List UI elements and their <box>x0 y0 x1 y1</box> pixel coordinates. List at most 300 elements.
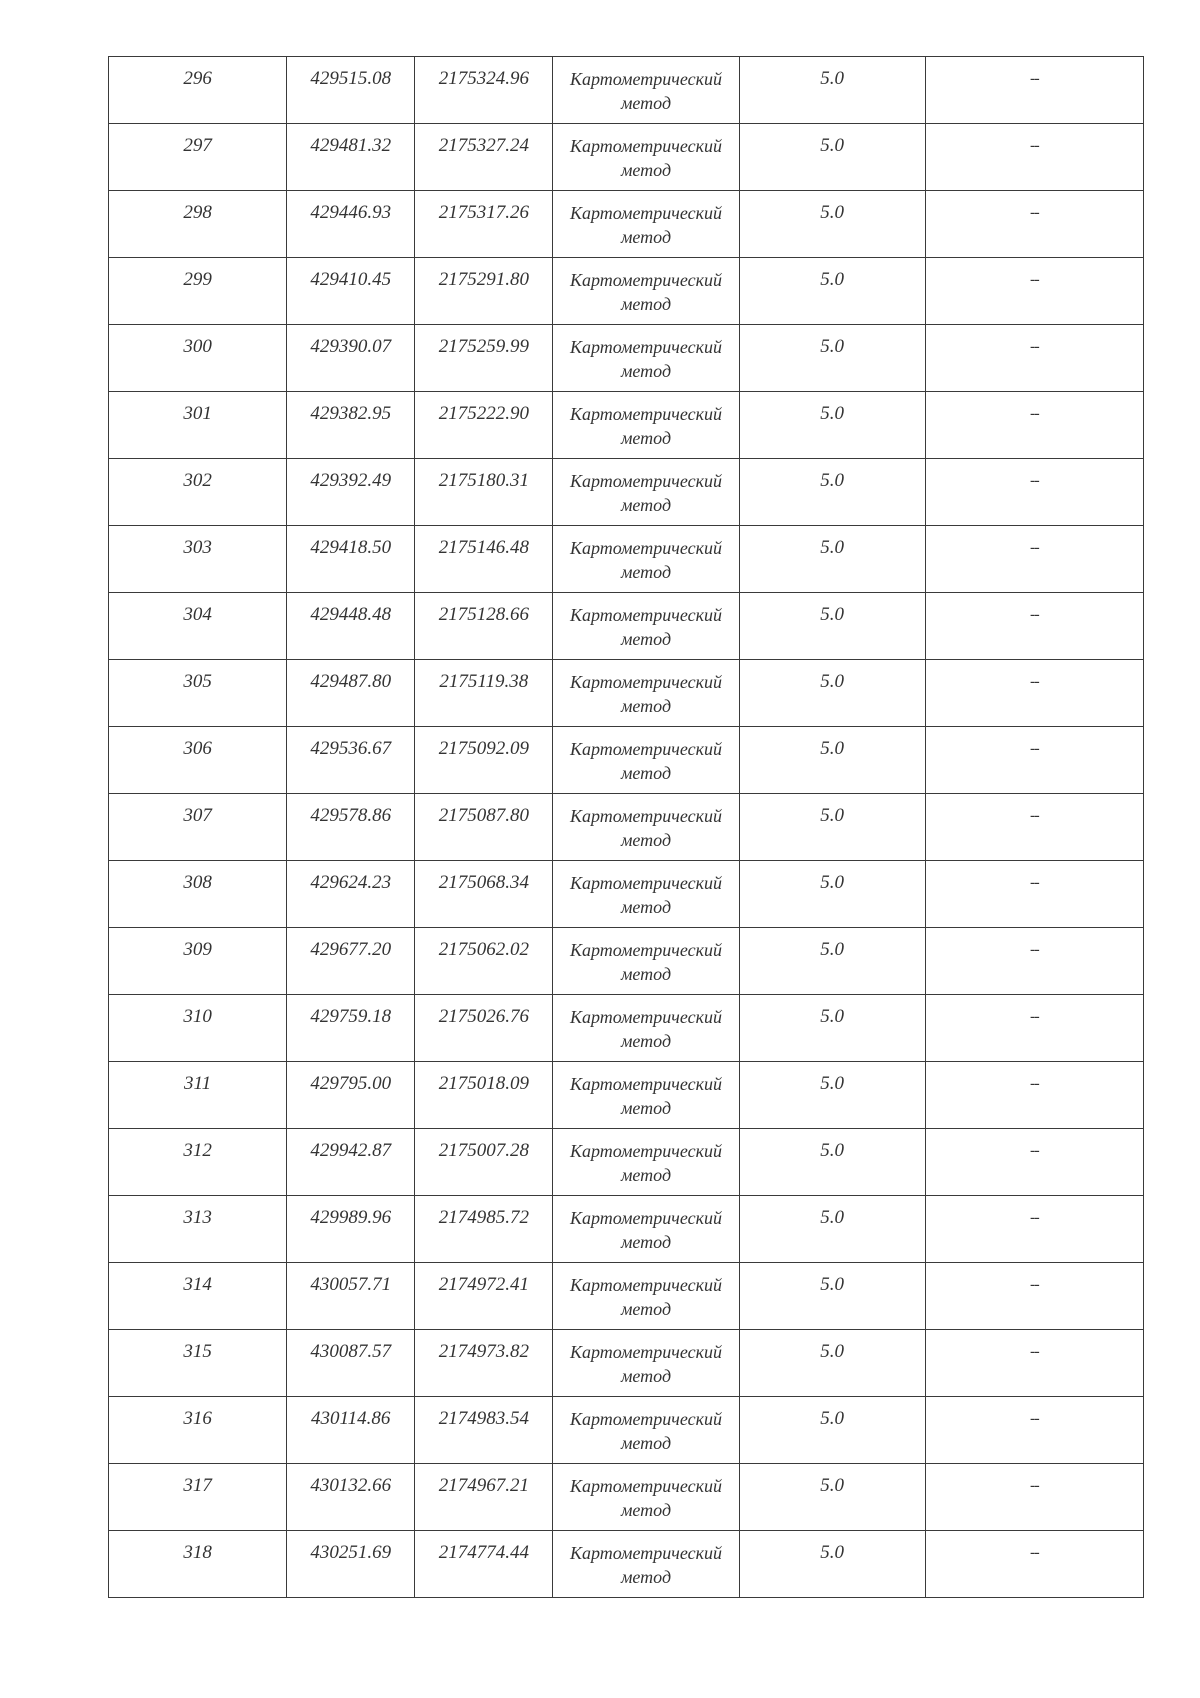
y-coordinate-value: 2174985.72 <box>438 1207 529 1228</box>
accuracy-cell <box>739 258 925 325</box>
x-coordinate-value: 429392.49 <box>310 470 392 491</box>
method-line-1: Картометрический <box>569 1007 722 1027</box>
x-coordinate-value: 429989.96 <box>310 1207 392 1228</box>
point-number-cell <box>109 459 287 526</box>
method-line-2: метод <box>620 1433 672 1453</box>
x-coordinate-value: 429624.23 <box>310 872 392 893</box>
x-coordinate-cell <box>287 258 415 325</box>
method-line-1: Картометрический <box>569 1275 722 1295</box>
y-coordinate-value: 2175146.48 <box>438 537 529 558</box>
point-number-cell <box>109 995 287 1062</box>
accuracy-cell <box>739 325 925 392</box>
point-number-value: 318 <box>183 1542 212 1563</box>
method-cell <box>553 191 739 258</box>
note-cell <box>925 1263 1143 1330</box>
y-coordinate-cell <box>415 593 553 660</box>
x-coordinate-cell <box>287 1062 415 1129</box>
note-cell <box>925 459 1143 526</box>
method-line-2: метод <box>620 294 672 314</box>
method-cell <box>553 794 739 861</box>
method-line-1: Картометрический <box>569 203 722 223</box>
x-coordinate-cell <box>287 191 415 258</box>
method-line-2: метод <box>620 964 672 984</box>
y-coordinate-cell <box>415 1464 553 1531</box>
x-coordinate-value: 429578.86 <box>310 805 392 826</box>
point-number-cell <box>109 660 287 727</box>
method-line-1: Картометрический <box>569 1476 722 1496</box>
note-value: -- <box>1030 1075 1039 1092</box>
method-line-2: метод <box>620 227 672 247</box>
method-line-2: метод <box>620 830 672 850</box>
table-row <box>109 1531 1144 1598</box>
method-line-2: метод <box>620 629 672 649</box>
table-row <box>109 526 1144 593</box>
accuracy-cell <box>739 1464 925 1531</box>
point-number-cell <box>109 794 287 861</box>
point-number-cell <box>109 392 287 459</box>
point-number-value: 317 <box>183 1475 212 1496</box>
method-cell <box>553 1062 739 1129</box>
y-coordinate-value: 2175222.90 <box>438 403 529 424</box>
method-text <box>553 258 738 316</box>
x-coordinate-value: 429942.87 <box>310 1140 392 1161</box>
accuracy-value: 5.0 <box>820 1341 845 1362</box>
point-number-cell <box>109 593 287 660</box>
y-coordinate-value: 2175180.31 <box>438 470 529 491</box>
method-text <box>553 57 738 115</box>
note-value: -- <box>1030 1343 1039 1360</box>
y-coordinate-value: 2174973.82 <box>438 1341 529 1362</box>
x-coordinate-cell <box>287 928 415 995</box>
note-value: -- <box>1030 606 1039 623</box>
x-coordinate-value: 429446.93 <box>310 202 392 223</box>
note-value: -- <box>1030 807 1039 824</box>
x-coordinate-cell <box>287 526 415 593</box>
table-row <box>109 727 1144 794</box>
point-number-value: 305 <box>183 671 212 692</box>
x-coordinate-cell <box>287 1397 415 1464</box>
method-cell <box>553 1263 739 1330</box>
y-coordinate-cell <box>415 57 553 124</box>
y-coordinate-cell <box>415 1196 553 1263</box>
point-number-cell <box>109 1196 287 1263</box>
method-line-2: метод <box>620 1299 672 1319</box>
note-cell <box>925 1129 1143 1196</box>
x-coordinate-value: 429390.07 <box>310 336 392 357</box>
point-number-cell <box>109 57 287 124</box>
point-number-cell <box>109 1330 287 1397</box>
point-number-value: 313 <box>183 1207 212 1228</box>
accuracy-value: 5.0 <box>820 604 845 625</box>
accuracy-cell <box>739 660 925 727</box>
y-coordinate-value: 2175291.80 <box>438 269 529 290</box>
accuracy-value: 5.0 <box>820 68 845 89</box>
x-coordinate-value: 430057.71 <box>310 1274 392 1295</box>
method-text <box>553 1129 738 1187</box>
point-number-value: 306 <box>183 738 212 759</box>
note-value: -- <box>1030 740 1039 757</box>
point-number-value: 296 <box>183 68 212 89</box>
x-coordinate-value: 429410.45 <box>310 269 392 290</box>
y-coordinate-cell <box>415 1062 553 1129</box>
y-coordinate-value: 2175259.99 <box>438 336 529 357</box>
point-number-value: 311 <box>184 1073 212 1094</box>
y-coordinate-cell <box>415 794 553 861</box>
y-coordinate-cell <box>415 660 553 727</box>
method-text <box>553 459 738 517</box>
point-number-cell <box>109 258 287 325</box>
point-number-value: 301 <box>183 403 212 424</box>
x-coordinate-value: 429536.67 <box>310 738 392 759</box>
point-number-cell <box>109 1263 287 1330</box>
y-coordinate-value: 2174774.44 <box>438 1542 529 1563</box>
method-cell <box>553 1129 739 1196</box>
method-text <box>553 593 738 651</box>
note-value: -- <box>1030 405 1039 422</box>
note-cell <box>925 1330 1143 1397</box>
note-value: -- <box>1030 204 1039 221</box>
y-coordinate-value: 2174967.21 <box>438 1475 529 1496</box>
method-line-1: Картометрический <box>569 1074 722 1094</box>
accuracy-value: 5.0 <box>820 135 845 156</box>
y-coordinate-cell <box>415 1263 553 1330</box>
note-value: -- <box>1030 338 1039 355</box>
y-coordinate-value: 2175018.09 <box>438 1073 529 1094</box>
x-coordinate-cell <box>287 57 415 124</box>
method-line-2: метод <box>620 897 672 917</box>
y-coordinate-value: 2174972.41 <box>438 1274 529 1295</box>
table-row <box>109 660 1144 727</box>
method-line-2: метод <box>620 1500 672 1520</box>
y-coordinate-cell <box>415 928 553 995</box>
accuracy-value: 5.0 <box>820 269 845 290</box>
method-line-1: Картометрический <box>569 404 722 424</box>
coordinates-table <box>108 56 1144 1598</box>
x-coordinate-value: 429382.95 <box>310 403 392 424</box>
x-coordinate-value: 430087.57 <box>310 1341 392 1362</box>
note-cell <box>925 258 1143 325</box>
method-text <box>553 928 738 986</box>
accuracy-value: 5.0 <box>820 1475 845 1496</box>
x-coordinate-cell <box>287 325 415 392</box>
method-text <box>553 325 738 383</box>
method-text <box>553 1196 738 1254</box>
accuracy-value: 5.0 <box>820 1408 845 1429</box>
method-line-1: Картометрический <box>569 672 722 692</box>
accuracy-cell <box>739 1062 925 1129</box>
method-cell <box>553 325 739 392</box>
table-row <box>109 57 1144 124</box>
y-coordinate-value: 2175317.26 <box>438 202 529 223</box>
note-cell <box>925 1397 1143 1464</box>
point-number-value: 307 <box>183 805 212 826</box>
note-value: -- <box>1030 1544 1039 1561</box>
y-coordinate-value: 2175324.96 <box>438 68 529 89</box>
method-text <box>553 1397 738 1455</box>
y-coordinate-cell <box>415 191 553 258</box>
point-number-cell <box>109 325 287 392</box>
note-cell <box>925 191 1143 258</box>
accuracy-value: 5.0 <box>820 671 845 692</box>
x-coordinate-cell <box>287 995 415 1062</box>
method-line-1: Картометрический <box>569 806 722 826</box>
table-row <box>109 1196 1144 1263</box>
point-number-cell <box>109 1129 287 1196</box>
method-cell <box>553 1464 739 1531</box>
method-line-1: Картометрический <box>569 1208 722 1228</box>
accuracy-cell <box>739 1129 925 1196</box>
note-cell <box>925 593 1143 660</box>
accuracy-cell <box>739 727 925 794</box>
accuracy-cell <box>739 124 925 191</box>
y-coordinate-value: 2175062.02 <box>438 939 529 960</box>
x-coordinate-value: 429515.08 <box>310 68 392 89</box>
accuracy-cell <box>739 861 925 928</box>
accuracy-value: 5.0 <box>820 336 845 357</box>
note-value: -- <box>1030 1142 1039 1159</box>
note-cell <box>925 1062 1143 1129</box>
method-cell <box>553 1330 739 1397</box>
note-value: -- <box>1030 70 1039 87</box>
method-cell <box>553 258 739 325</box>
accuracy-value: 5.0 <box>820 1207 845 1228</box>
method-line-1: Картометрический <box>569 136 722 156</box>
method-text <box>553 191 738 249</box>
coordinates-table-body <box>109 57 1144 1598</box>
method-line-1: Картометрический <box>569 69 722 89</box>
method-line-2: метод <box>620 361 672 381</box>
y-coordinate-value: 2174983.54 <box>438 1408 529 1429</box>
point-number-value: 309 <box>183 939 212 960</box>
note-cell <box>925 794 1143 861</box>
point-number-cell <box>109 526 287 593</box>
method-cell <box>553 861 739 928</box>
x-coordinate-cell <box>287 459 415 526</box>
table-row <box>109 258 1144 325</box>
accuracy-cell <box>739 392 925 459</box>
accuracy-cell <box>739 57 925 124</box>
y-coordinate-cell <box>415 124 553 191</box>
x-coordinate-cell <box>287 1263 415 1330</box>
accuracy-cell <box>739 995 925 1062</box>
point-number-cell <box>109 191 287 258</box>
table-row <box>109 794 1144 861</box>
note-cell <box>925 1531 1143 1598</box>
x-coordinate-cell <box>287 124 415 191</box>
accuracy-value: 5.0 <box>820 537 845 558</box>
note-value: -- <box>1030 137 1039 154</box>
method-text <box>553 1330 738 1388</box>
point-number-cell <box>109 1397 287 1464</box>
point-number-value: 308 <box>183 872 212 893</box>
method-cell <box>553 526 739 593</box>
accuracy-value: 5.0 <box>820 738 845 759</box>
table-row <box>109 459 1144 526</box>
x-coordinate-cell <box>287 1330 415 1397</box>
x-coordinate-cell <box>287 660 415 727</box>
accuracy-value: 5.0 <box>820 403 845 424</box>
table-row <box>109 928 1144 995</box>
method-line-1: Картометрический <box>569 873 722 893</box>
table-row <box>109 191 1144 258</box>
method-line-1: Картометрический <box>569 739 722 759</box>
table-row <box>109 1062 1144 1129</box>
method-text <box>553 1062 738 1120</box>
accuracy-value: 5.0 <box>820 470 845 491</box>
x-coordinate-cell <box>287 1129 415 1196</box>
point-number-value: 315 <box>183 1341 212 1362</box>
accuracy-cell <box>739 526 925 593</box>
method-cell <box>553 1196 739 1263</box>
point-number-value: 304 <box>183 604 212 625</box>
table-row <box>109 1129 1144 1196</box>
table-row <box>109 1464 1144 1531</box>
method-cell <box>553 660 739 727</box>
accuracy-cell <box>739 928 925 995</box>
accuracy-cell <box>739 1263 925 1330</box>
point-number-value: 300 <box>183 336 212 357</box>
point-number-value: 302 <box>183 470 212 491</box>
note-value: -- <box>1030 1209 1039 1226</box>
method-text <box>553 124 738 182</box>
method-text <box>553 526 738 584</box>
point-number-value: 312 <box>183 1140 212 1161</box>
table-row <box>109 593 1144 660</box>
accuracy-cell <box>739 1397 925 1464</box>
method-line-2: метод <box>620 1031 672 1051</box>
y-coordinate-cell <box>415 861 553 928</box>
method-cell <box>553 1397 739 1464</box>
accuracy-value: 5.0 <box>820 202 845 223</box>
point-number-value: 310 <box>183 1006 212 1027</box>
y-coordinate-cell <box>415 1330 553 1397</box>
note-cell <box>925 392 1143 459</box>
accuracy-value: 5.0 <box>820 1274 845 1295</box>
method-text <box>553 660 738 718</box>
table-row <box>109 325 1144 392</box>
table-row <box>109 1397 1144 1464</box>
method-text <box>553 1531 738 1589</box>
method-cell <box>553 57 739 124</box>
note-value: -- <box>1030 941 1039 958</box>
method-line-1: Картометрический <box>569 940 722 960</box>
x-coordinate-value: 429418.50 <box>310 537 392 558</box>
method-line-1: Картометрический <box>569 471 722 491</box>
x-coordinate-value: 430132.66 <box>310 1475 392 1496</box>
note-value: -- <box>1030 1276 1039 1293</box>
table-row <box>109 1263 1144 1330</box>
note-cell <box>925 57 1143 124</box>
x-coordinate-cell <box>287 794 415 861</box>
accuracy-value: 5.0 <box>820 1073 845 1094</box>
point-number-value: 297 <box>183 135 212 156</box>
table-row <box>109 1330 1144 1397</box>
x-coordinate-value: 429448.48 <box>310 604 392 625</box>
table-row <box>109 995 1144 1062</box>
x-coordinate-cell <box>287 861 415 928</box>
table-row <box>109 861 1144 928</box>
y-coordinate-value: 2175007.28 <box>438 1140 529 1161</box>
y-coordinate-cell <box>415 258 553 325</box>
document-page <box>108 56 1144 1598</box>
table-row <box>109 392 1144 459</box>
accuracy-value: 5.0 <box>820 1542 845 1563</box>
method-line-1: Картометрический <box>569 1409 722 1429</box>
method-line-2: метод <box>620 1366 672 1386</box>
x-coordinate-value: 430114.86 <box>311 1408 391 1429</box>
note-value: -- <box>1030 1410 1039 1427</box>
method-line-2: метод <box>620 763 672 783</box>
method-line-1: Картометрический <box>569 1342 722 1362</box>
y-coordinate-cell <box>415 1397 553 1464</box>
method-text <box>553 794 738 852</box>
note-cell <box>925 325 1143 392</box>
point-number-cell <box>109 1062 287 1129</box>
method-text <box>553 995 738 1053</box>
note-cell <box>925 995 1143 1062</box>
note-value: -- <box>1030 1477 1039 1494</box>
x-coordinate-cell <box>287 1531 415 1598</box>
accuracy-cell <box>739 1196 925 1263</box>
method-line-2: метод <box>620 428 672 448</box>
method-line-2: метод <box>620 1165 672 1185</box>
point-number-cell <box>109 124 287 191</box>
note-value: -- <box>1030 1008 1039 1025</box>
point-number-value: 298 <box>183 202 212 223</box>
x-coordinate-value: 429677.20 <box>310 939 392 960</box>
accuracy-value: 5.0 <box>820 1006 845 1027</box>
x-coordinate-value: 430251.69 <box>310 1542 392 1563</box>
note-cell <box>925 1196 1143 1263</box>
x-coordinate-value: 429795.00 <box>310 1073 392 1094</box>
y-coordinate-cell <box>415 1129 553 1196</box>
x-coordinate-cell <box>287 1196 415 1263</box>
note-cell <box>925 727 1143 794</box>
method-cell <box>553 995 739 1062</box>
method-cell <box>553 593 739 660</box>
method-line-2: метод <box>620 1232 672 1252</box>
x-coordinate-cell <box>287 593 415 660</box>
method-line-2: метод <box>620 495 672 515</box>
y-coordinate-cell <box>415 392 553 459</box>
y-coordinate-value: 2175119.38 <box>439 671 529 692</box>
x-coordinate-cell <box>287 727 415 794</box>
method-line-1: Картометрический <box>569 337 722 357</box>
point-number-cell <box>109 1464 287 1531</box>
method-line-2: метод <box>620 1098 672 1118</box>
note-value: -- <box>1030 271 1039 288</box>
accuracy-cell <box>739 1531 925 1598</box>
y-coordinate-cell <box>415 727 553 794</box>
method-cell <box>553 727 739 794</box>
note-value: -- <box>1030 874 1039 891</box>
note-value: -- <box>1030 539 1039 556</box>
y-coordinate-cell <box>415 995 553 1062</box>
method-text <box>553 727 738 785</box>
accuracy-value: 5.0 <box>820 805 845 826</box>
method-line-2: метод <box>620 562 672 582</box>
point-number-value: 316 <box>183 1408 212 1429</box>
note-cell <box>925 928 1143 995</box>
note-cell <box>925 660 1143 727</box>
method-line-1: Картометрический <box>569 1141 722 1161</box>
method-text <box>553 861 738 919</box>
method-cell <box>553 1531 739 1598</box>
method-line-2: метод <box>620 93 672 113</box>
x-coordinate-value: 429487.80 <box>310 671 392 692</box>
y-coordinate-cell <box>415 325 553 392</box>
y-coordinate-value: 2175026.76 <box>438 1006 529 1027</box>
